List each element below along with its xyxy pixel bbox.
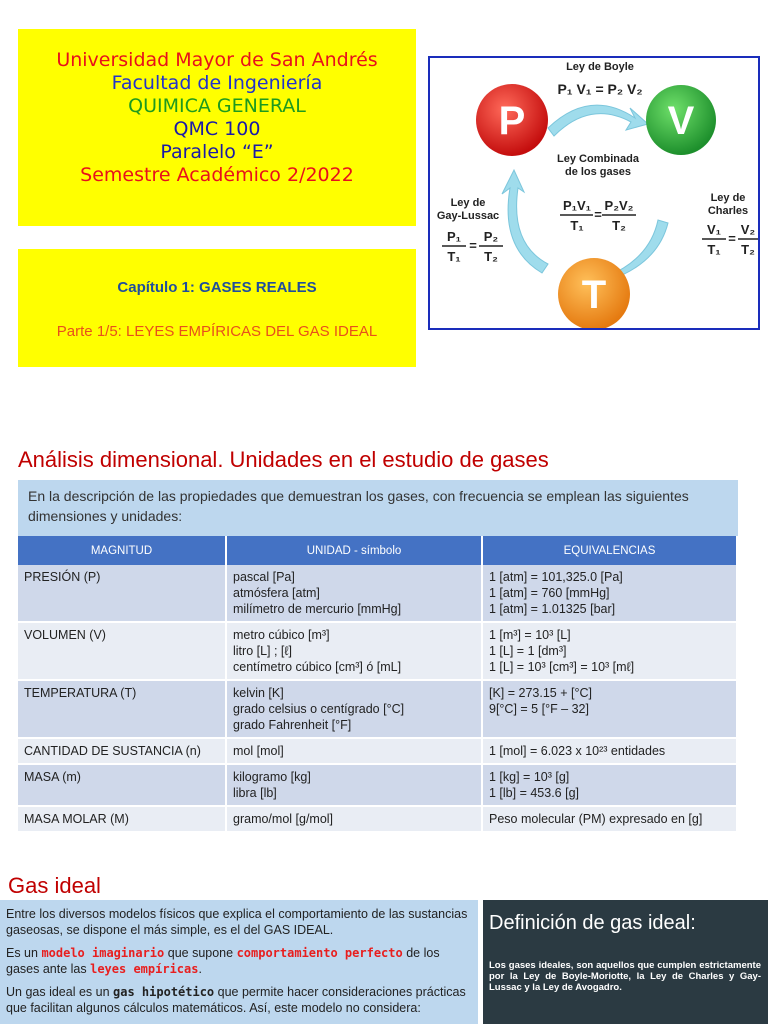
equivalence-line: 1 [m³] = 10³ [L]	[489, 628, 571, 642]
cell-magnitud: VOLUMEN (V)	[18, 622, 226, 680]
course-title-box	[18, 29, 416, 226]
gay-den-1: T₁	[447, 249, 461, 264]
faculty-name: Facultad de Ingeniería	[111, 72, 323, 94]
col-header-equivalencias: EQUIVALENCIAS	[482, 536, 737, 565]
table-row	[18, 764, 737, 806]
equivalence-line: 1 [lb] = 453.6 [g]	[489, 786, 579, 800]
equivalence-line: 1 [atm] = 101,325.0 [Pa]	[489, 570, 623, 584]
section-heading-gas-ideal: Gas ideal	[8, 873, 101, 898]
gay-num-1: P₁	[446, 229, 462, 244]
charles-den-1: T₁	[707, 242, 721, 257]
units-intro: En la descripción de las propiedades que demuestran los gases, con frecuencia se emplean las siguientes dimensiones y unidades:	[18, 480, 738, 536]
t-circle	[558, 258, 630, 328]
gay-lussac-label-2: Gay-Lussac	[436, 210, 500, 222]
unit-line: kilogramo [kg]	[233, 770, 311, 784]
equivalence-line: Peso molecular (PM) expresado en [g]	[489, 812, 703, 826]
charles-num-2: V₂	[740, 222, 756, 237]
table-row	[18, 565, 737, 622]
gas-ideal-paragraph-3: Un gas ideal es un gas hipotético que permite hacer consideraciones prácticas que facilitan algunos cálculos matemáticos. Así, este modelo no considera:	[6, 985, 466, 1015]
unit-line: atmósfera [atm]	[233, 586, 320, 600]
units-table	[18, 536, 738, 833]
unit-line: mol [mol]	[233, 744, 284, 758]
charles-den-2: T₂	[741, 242, 755, 257]
cell-unidad	[226, 806, 482, 832]
charles-equals: =	[728, 231, 736, 246]
cell-equivalencias	[482, 680, 737, 738]
gay-den-2: T₂	[484, 249, 498, 264]
equivalence-line: 1 [L] = 10³ [cm³] = 10³ [mℓ]	[489, 660, 635, 674]
gas-ideal-paragraph-1: Entre los diversos modelos físicos que explica el comportamiento de las sustancias gaseosas, se dispone el más simple, es el del GAS IDEAL.	[6, 907, 468, 937]
combined-den-2: T₂	[612, 218, 626, 233]
combined-num-1: P₁V₁	[562, 198, 592, 213]
definition-text: Los gases ideales, son aquellos que cumplen estrictamente por la Ley de Boyle-Moriotte, la Ley de Charles y Gay-Lussac y la Ley de Avogadro.	[489, 960, 761, 993]
svg-text:T: T	[581, 273, 607, 317]
cell-unidad	[226, 680, 482, 738]
boyle-equation: P₁ V₁ = P₂ V₂	[557, 81, 643, 97]
combined-num-2: P₂V₂	[604, 198, 634, 213]
cell-magnitud: PRESIÓN (P)	[18, 565, 226, 622]
cell-magnitud: MASA (m)	[18, 764, 226, 806]
unit-line: libra [lb]	[233, 786, 277, 800]
v-circle	[646, 85, 716, 155]
definition-title: Definición de gas ideal:	[489, 912, 696, 934]
cell-equivalencias	[482, 764, 737, 806]
svg-text:P: P	[498, 99, 526, 143]
svg-text:V: V	[667, 99, 695, 143]
university-name: Universidad Mayor de San Andrés	[56, 49, 378, 71]
chapter-title: Capítulo 1: GASES REALES	[117, 279, 317, 296]
charles-label-1: Ley de	[710, 192, 746, 204]
equivalence-line: 1 [L] = 1 [dm³]	[489, 644, 567, 658]
combined-den-1: T₁	[570, 218, 584, 233]
cell-equivalencias	[482, 738, 737, 764]
unit-line: grado celsius o centígrado [°C]	[233, 702, 405, 716]
gas-ideal-box	[0, 900, 478, 1024]
gay-num-2: P₂	[483, 229, 499, 244]
course-code: QMC 100	[173, 118, 261, 140]
unit-line: litro [L] ; [ℓ]	[233, 644, 292, 658]
cell-unidad	[226, 764, 482, 806]
table-row	[18, 622, 737, 680]
course-parallel: Paralelo “E”	[160, 141, 274, 163]
cell-equivalencias	[482, 806, 737, 832]
combined-equals: =	[594, 207, 602, 222]
arrow-t-to-p	[502, 170, 548, 273]
table-row	[18, 738, 737, 764]
gay-lussac-label-1: Ley de	[450, 197, 486, 209]
cell-magnitud: TEMPERATURA (T)	[18, 680, 226, 738]
unit-line: gramo/mol [g/mol]	[233, 812, 334, 826]
arrow-p-to-v	[548, 105, 648, 136]
cell-magnitud: MASA MOLAR (M)	[18, 806, 226, 832]
table-row	[18, 680, 737, 738]
charles-label-2: Charles	[707, 205, 749, 217]
combined-label-1: Ley Combinada	[557, 153, 639, 165]
p-circle	[476, 84, 548, 156]
cell-equivalencias	[482, 565, 737, 622]
cell-equivalencias	[482, 622, 737, 680]
gay-equals: =	[469, 238, 477, 253]
table-row	[18, 806, 737, 832]
cell-magnitud: CANTIDAD DE SUSTANCIA (n)	[18, 738, 226, 764]
gas-ideal-text	[6, 906, 472, 1023]
subject-name: QUIMICA GENERAL	[128, 95, 306, 117]
chapter-box	[18, 249, 416, 367]
col-header-magnitud: MAGNITUD	[18, 536, 226, 565]
boyle-label: Ley de Boyle	[566, 61, 634, 73]
unit-line: centímetro cúbico [cm³] ó [mL]	[233, 660, 402, 674]
cell-unidad	[226, 738, 482, 764]
gas-laws-svg	[430, 58, 758, 328]
cell-unidad	[226, 565, 482, 622]
section-heading-units: Análisis dimensional. Unidades en el estudio de gases	[18, 447, 549, 472]
cell-unidad	[226, 622, 482, 680]
unit-line: pascal [Pa]	[233, 570, 295, 584]
semester: Semestre Académico 2/2022	[80, 164, 354, 186]
col-header-unidad: UNIDAD - símbolo	[226, 536, 482, 565]
gas-laws-diagram	[428, 56, 760, 330]
equivalence-line: 9[°C] = 5 [°F – 32]	[489, 702, 589, 716]
unit-line: grado Fahrenheit [°F]	[233, 718, 352, 732]
charles-num-1: V₁	[706, 222, 722, 237]
equivalence-line: [K] = 273.15 + [°C]	[489, 686, 592, 700]
combined-label-2: de los gases	[564, 166, 632, 178]
gas-ideal-paragraph-2: Es un modelo imaginario que supone comportamiento perfecto de los gases ante las leyes empíricas.	[6, 946, 440, 976]
equivalence-line: 1 [kg] = 10³ [g]	[489, 770, 570, 784]
equivalence-line: 1 [atm] = 760 [mmHg]	[489, 586, 610, 600]
definition-box	[483, 900, 768, 1024]
unit-line: kelvin [K]	[233, 686, 284, 700]
equivalence-line: 1 [mol] = 6.023 x 10²³ entidades	[489, 744, 666, 758]
unit-line: metro cúbico [m³]	[233, 628, 330, 642]
table-body	[18, 565, 737, 832]
unit-line: milímetro de mercurio [mmHg]	[233, 602, 402, 616]
chapter-part: Parte 1/5: LEYES EMPÍRICAS DEL GAS IDEAL	[56, 323, 378, 340]
equivalence-line: 1 [atm] = 1.01325 [bar]	[489, 602, 616, 616]
table-header-row	[18, 536, 737, 565]
